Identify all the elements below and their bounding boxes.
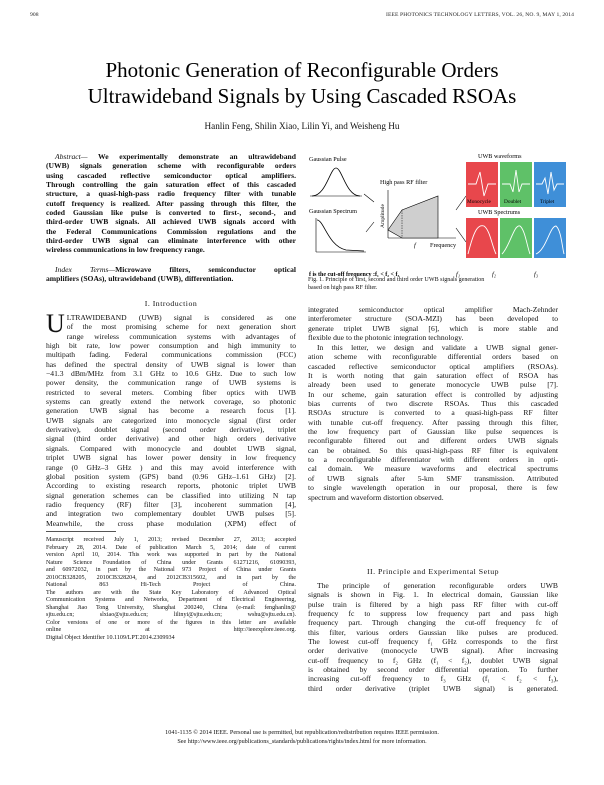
right_intro-line: generate triplet UWB signal [6], which is more stable and <box>308 323 558 333</box>
right-para2-line: cascaded reflective semiconductor optical amplifiers (RSOAs). <box>308 361 558 371</box>
arrow-2 <box>366 222 374 232</box>
intro-line: has defined the spectral density of UWB signal is lower than <box>46 359 296 369</box>
footnote-line: National 863 Hi-Tech Project of China. <box>46 582 296 588</box>
abstract-line: third-order UWB signals. All achieved UWB signals accord with <box>46 217 296 227</box>
abstract-line: third-order UWB signal can eliminate interference with other <box>46 236 296 246</box>
paper-title-line1: Photonic Generation of Reconfigurable Orders <box>105 58 499 82</box>
f1-label: f₁ <box>456 271 461 278</box>
right-para2-line: to a reconfigurable differentiator with different orders in opti- <box>308 455 558 465</box>
spectrum2-panel <box>500 218 532 258</box>
intro-line: generation UWB signal has become a research focus [1]. <box>46 406 296 416</box>
right_intro-line: flexible due to the photonic integration technology. <box>308 333 464 343</box>
footnote-line: 2010CB328205, 2010CB328204, and 2012CB315602, and in part by the <box>46 574 296 581</box>
frequency-label: Frequency <box>430 242 457 249</box>
abstract-line: wireless communications in low frequency range. <box>46 245 205 255</box>
abstract <box>46 152 296 255</box>
intro-line: restricted to several meters. Combing fiber optics with UWB <box>46 387 296 397</box>
index-terms-line <box>46 265 296 274</box>
page-number: 908 <box>30 12 39 18</box>
section2-line: frequency fc to suppress low frequency part and pass high <box>308 609 558 619</box>
intro-line: of the most promising scheme for next generation short <box>66 322 296 332</box>
section2-line: third order derivative (triplet UWB signal) is generated. <box>308 683 558 693</box>
index-terms-text: Microwave filters, semiconductor optical <box>115 265 296 274</box>
abstract-label: Abstract— <box>55 152 88 161</box>
intro-line: signals. Compared with monocycle and doublet UWB signal, <box>46 443 296 453</box>
copyright-line2: See http://www.ieee.org/publications_standards/publications/rights/index.html for more information. <box>177 738 427 745</box>
abstract-line-text: We experimentally demonstrate an ultrawideband <box>87 152 296 161</box>
index-terms-line: amplifiers (SOAs), ultrawideband (UWB), differentiation. <box>46 274 234 284</box>
footnote <box>46 537 296 642</box>
arrow-1 <box>364 194 374 202</box>
right-para2-line: ation scheme with reconfigurable differential orders based on <box>308 352 558 362</box>
abstract-line: (UWB) signals generation scheme with reconfigurable orders <box>46 161 296 171</box>
right_intro-line: interferometer structure (SOA-MZI) has been developed to <box>308 314 558 324</box>
intro-line: derivative), doublet signal (second order derivative), triplet <box>46 425 296 435</box>
footnote-line: February 28, 2014. Date of publication March 5, 2014; date of current <box>46 544 296 551</box>
footnote-line: Digital Object Identifier 10.1109/LPT.2014.2309934 <box>46 634 175 641</box>
right-para2 <box>308 343 558 502</box>
section2-title: II. Principle and Experimental Setup <box>366 567 500 576</box>
abstract-line <box>46 152 296 161</box>
footnote-line: and 60972032, in part by the National 973 Project of China under Grants <box>46 567 296 573</box>
intro-line: −41.3 dBm/MHz from 3.1 GHz to 10.6 GHz. Due to such low <box>46 369 296 379</box>
footnote-line: online at http://ieeexplore.ieee.org. <box>46 627 296 633</box>
footnote-line: version April 10, 2014. This work was supported in part by the National <box>46 552 296 558</box>
f3-label: f₃ <box>534 271 539 278</box>
intro-line: signal (third order derivative) and other high orders derivative <box>46 434 296 444</box>
section2-line: pulse train is filtered by a high pass RF filter with cut-off <box>308 599 558 609</box>
right-para2-line: with tunable cut-off frequency. After passing through this filter, <box>308 417 558 427</box>
intro-line: triplet UWB signal has lower power density in low frequency <box>46 453 296 463</box>
copyright-line1: 1041-1135 © 2014 IEEE. Personal use is permitted, but republication/redistribution requires IEEE permission. <box>165 729 439 736</box>
right-para2-line: cal domain. We measure waveforms and electrical spectrums <box>308 464 558 474</box>
abstract-line: coded Gaussian like pulse is converted to first-, second-, and <box>46 208 296 218</box>
right-para2-line: of UWB signals after 5-km SMF transmission. Attributed <box>308 473 558 483</box>
spectrum-curve <box>317 220 364 251</box>
triplet-label: Triplet <box>540 199 555 205</box>
gaussian-pulse-curve <box>312 168 360 196</box>
right-para2-line: already been used to generate monocycle UWB pulse [7]. <box>308 380 558 390</box>
intro-line: radio frequency (RF) filter [3], incoherent summation [4], <box>46 499 296 509</box>
dropcap: U <box>46 309 65 338</box>
intro-line: global position system (GPS) band (0.96 GHz–1.61 GHz) [2]. <box>46 471 296 481</box>
footnote-line: Manuscript received July 1, 2013; revised December 27, 2013; accepted <box>46 537 296 543</box>
section2-line: The principle of generation reconfigurable orders UWB <box>317 581 558 590</box>
figure-1 <box>306 150 566 282</box>
footnote-line: Nature Science Foundation of China under Grants 61271216, 61090393, <box>46 559 296 566</box>
caption-line2: based on high pass RF filter. <box>308 284 378 291</box>
section1-title: I. Introduction <box>144 299 198 308</box>
footnote-divider <box>46 531 116 532</box>
right-para2-line: reconfigurable filtered out and different orders UWB signals <box>308 436 558 446</box>
journal-header: IEEE PHOTONICS TECHNOLOGY LETTERS, VOL. 26, NO. 9, MAY 1, 2014 <box>386 12 574 18</box>
footnote-line: Shanghai Jiao Tong University, Shanghai 200240, China (e-mail: fenghanlin@ <box>46 604 296 611</box>
spectrum1-panel <box>466 218 498 258</box>
right-para2-line: In this letter, we design and validate a UWB signal gener- <box>317 343 558 352</box>
figure-caption <box>308 277 568 292</box>
intro-line: and integration two complementary doublet UWB pulses [5]. <box>46 509 296 519</box>
intro-text <box>46 309 296 528</box>
section2-text <box>308 581 558 693</box>
intro-line: According to existing research reports, photonic triplet UWB <box>46 481 296 491</box>
right-para2-line: bias currents of two discrete RSOAs. Thus this cascaded <box>308 399 558 409</box>
footnote-line: Communication Systems and Networks, Department of Electrical Engineering, <box>46 597 296 603</box>
abstract-line: the Federal Communications Commission regulations and the <box>46 226 296 236</box>
footnote-line: Color versions of one or more of the figures in this letter are available <box>46 619 296 626</box>
monocycle-label: Monocycle <box>467 199 491 205</box>
intro-line: power density, the communication range of UWB systems is <box>46 378 296 388</box>
index-terms-label: Index Terms— <box>55 265 116 274</box>
abstract-line: cutoff frequency is realized. After passing through this filter, the <box>46 198 296 208</box>
intro-line: signal generation schemes can be classified into utilizing N tap <box>46 490 296 500</box>
right-intro-text <box>308 305 558 342</box>
filter-shape <box>388 196 438 238</box>
abstract-line: using cascaded reflective semiconductor optical amplifiers. <box>46 170 296 180</box>
intro-line: multipath fading. Federal communications commission (FCC) <box>46 350 296 360</box>
right_intro-line: integrated semiconductor optical amplifier Mach-Zehnder <box>308 305 558 314</box>
right-para2-line: to single wavelength operation in our proposal, there is few <box>308 483 558 493</box>
intro-line: Meanwhile, the cross phase modulation (XPM) effect of <box>46 518 296 528</box>
amplitude-label: Amplitude <box>380 204 386 228</box>
doublet-label: Doublet <box>504 199 522 205</box>
right-para2-line: In our scheme, gain saturation effect is controlled by adjusting <box>308 389 558 399</box>
section2-line: increasing cut-off frequency to f₃ GHz (f₁ < f₂ < f₃), <box>308 674 558 684</box>
intro-line: range (0 GHz–3 GHz ) and this may avoid interference with <box>46 462 296 472</box>
section2-line: this filter, various orders Gaussian like pulses are produced. <box>308 627 558 637</box>
intro-line: UWB signals are categorized into monocycle signal (first order <box>46 415 296 425</box>
right-para2-line: spectrum and waveform distortion observed. <box>308 492 444 502</box>
intro-line: systems can greatly extend the network coverage, so photonic <box>46 397 296 407</box>
right-para2-line: It is worth noting that gain saturation effect of RSOA has <box>308 371 558 381</box>
section2-line: The lowest cut-off frequency f₁ GHz corresponds to the first <box>308 637 558 647</box>
uwb-waveforms-label: UWB waveforms <box>478 153 522 160</box>
paper-title-line2: Ultrawideband Signals by Using Cascaded RSOAs <box>87 84 517 108</box>
intro-line: LTRAWIDEBAND (UWB) signal is considered as one <box>66 313 296 322</box>
intro-line: range wireless communication systems with advantages of <box>66 331 296 341</box>
filter-f-label: f <box>414 242 416 249</box>
hpf-label: High pass RF filter <box>380 179 428 186</box>
arrow-3 <box>456 196 466 210</box>
arrow-4 <box>456 228 466 242</box>
section2-line: frequency part. Through changing the cut-off frequency fc of <box>308 618 558 628</box>
section2-line: order derivative (monocycle UWB signal). After increasing <box>308 646 558 656</box>
gaussian-spectrum-label: Gaussian Spectrum <box>309 208 357 215</box>
cutoff-note: f is the cut-off frequency :f₁ < f₂ < f₃ <box>309 272 400 278</box>
footnote-line: The authors are with the State Key Laboratory of Advanced Optical <box>46 589 296 596</box>
f2-label: f₂ <box>492 271 497 278</box>
section2-line: is obtained by second order differential operation. To further <box>308 665 558 675</box>
authors: Hanlin Feng, Shilin Xiao, Lilin Yi, and Weisheng Hu <box>204 121 400 131</box>
right-para2-line: can be obtained. So this quasi-high-pass RF filter is equivalent <box>308 445 558 455</box>
caption-line1: Fig. 1. Principle of first, second and third order UWB signals generation <box>308 277 485 283</box>
abstract-line: Through controlling the gain saturation effect of this cascaded <box>46 180 296 190</box>
right-para2-line: the low frequency part of Gaussian like pulse sequences is <box>308 427 558 437</box>
intro-line: high bit rate, low power consumption and high immunity to <box>46 341 296 351</box>
section2-line: cut-off frequency to f₂ GHz (f₁ < f₂), doublet UWB signal <box>308 655 558 665</box>
footnote-line: sjtu.edu.cn; slxiao@sjtu.edu.cn; lilinyi@sjtu.edu.cn; wshu@sjtu.edu.cn). <box>46 612 296 618</box>
abstract-line: structure, a quasi-high-pass radio frequency filter with tunable <box>46 189 296 199</box>
uwb-spectrums-label: UWB Spectrums <box>478 209 521 216</box>
section2-line: signals is shown in Fig. 1. In electrical domain, Gaussian like <box>308 590 558 600</box>
right-para2-line: RSOAs structure is converted to a quasi-high-pass RF filter <box>308 408 558 418</box>
index-terms <box>46 265 296 284</box>
gaussian-pulse-label: Gaussian Pulse <box>309 156 347 163</box>
